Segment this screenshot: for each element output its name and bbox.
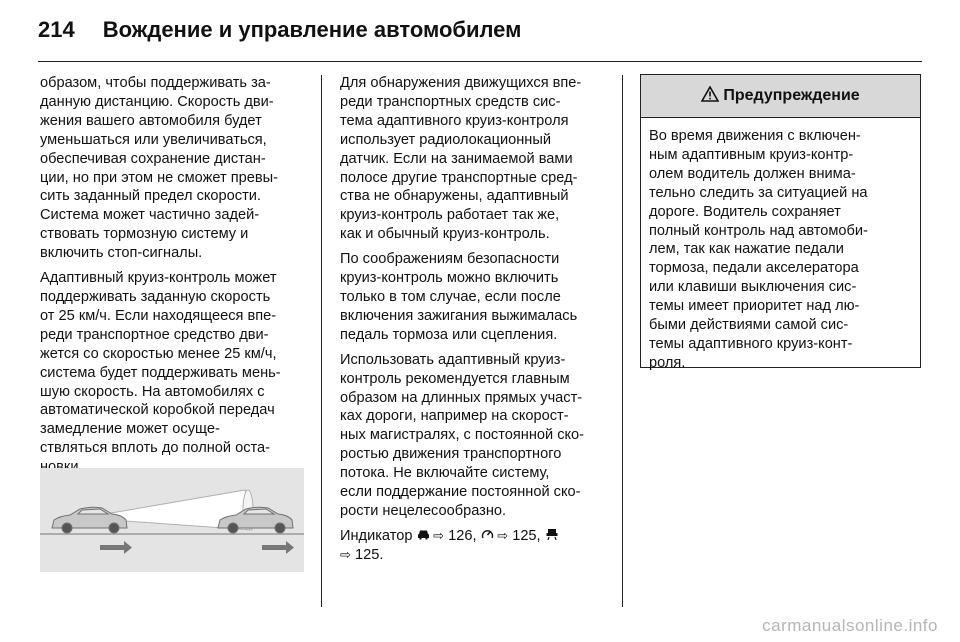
indicator-label: Индикатор [340, 527, 413, 544]
page-reference-arrow-icon: ⇨ [433, 527, 445, 543]
warning-header [641, 75, 920, 118]
column-left [40, 74, 312, 483]
column-divider [622, 75, 623, 607]
car-front-icon [417, 528, 434, 543]
page-reference[interactable]: 125. [354, 546, 384, 563]
header-divider [38, 61, 922, 62]
acc-illustration [40, 468, 304, 572]
acc-illustration-svg [40, 468, 304, 572]
warning-text: Во время движения с включен- ным адаптивным круиз-контр- олем водитель должен внима- тельно следить за ситуацией на дороге. Водитель сохраняет полный контроль над автомоби- лем, так как нажатие педали тормоза, педали акселератора или клавиши выключения сис- темы имеет приоритет над лю- быми действиями самой сис- темы адаптивного круиз-конт- роля. [649, 128, 868, 371]
warning-title: Предупреждение [723, 87, 860, 104]
paragraph: По соображениям безопасности круиз-контроль можно включить только в том случае, если после включения зажигания выжималась педаль тормоза или сцепления. [340, 251, 578, 343]
warning-box [640, 74, 921, 371]
paragraph: образом, чтобы поддерживать за- данную дистанцию. Скорость дви- жения вашего автомобиля будет уменьшаться или увеличиваться, обеспечивая сохранение дистан- ции, но при этом не сможет превы- сить заданный предел скорости. Система может частично задей- ствовать тормозную систему и включить стоп-сигналы. [40, 75, 278, 262]
page-reference-arrow-icon: ⇨ [497, 527, 509, 543]
page-reference[interactable]: 126, [448, 527, 477, 544]
page-header [38, 10, 521, 50]
cruise-control-icon [481, 528, 498, 543]
warning-triangle-icon [701, 86, 719, 107]
paragraph: Использовать адаптивный круиз- контроль рекомендуется главным образом на длинных прямых участ- ках дороги, например на скорост- ных магистралях, с постоянной ско- ростью движения транспортного потока. Не включайте систему, если поддержание постоянной ско- рости нецелесообразно. [340, 351, 585, 519]
watermark[interactable]: carmanualsonline.info [762, 616, 938, 635]
page-title: Вождение и управление автомобилем [102, 17, 522, 42]
indicator-references [340, 527, 606, 565]
paragraph: Для обнаружения движущихся впе- реди транспортных средств сис- тема адаптивного круиз-контроля использует радиолокационный датчик. Если на занимаемой вами полосе другие транспортные сред- ства не обнаружены, адаптивный круиз-контроль работает так же, как и обычный круиз-контроль. [340, 75, 582, 243]
page-reference[interactable]: 125, [512, 527, 541, 544]
column-divider [321, 75, 322, 607]
vehicle-ahead-icon [545, 528, 559, 543]
page-reference-arrow-icon: ⇨ [340, 546, 351, 562]
paragraph: Адаптивный круиз-контроль может поддерживать заданную скорость от 25 км/ч. Если находящееся впе- реди транспортное средство дви- жется со скоростью менее 25 км/ч, система будет поддерживать мень- шую скорость. На автомобилях с автоматической коробкой передач замедление может осуще- ствляться вплоть до полной оста- [40, 270, 281, 457]
page-number: 214 [38, 17, 75, 42]
column-middle [340, 74, 606, 571]
